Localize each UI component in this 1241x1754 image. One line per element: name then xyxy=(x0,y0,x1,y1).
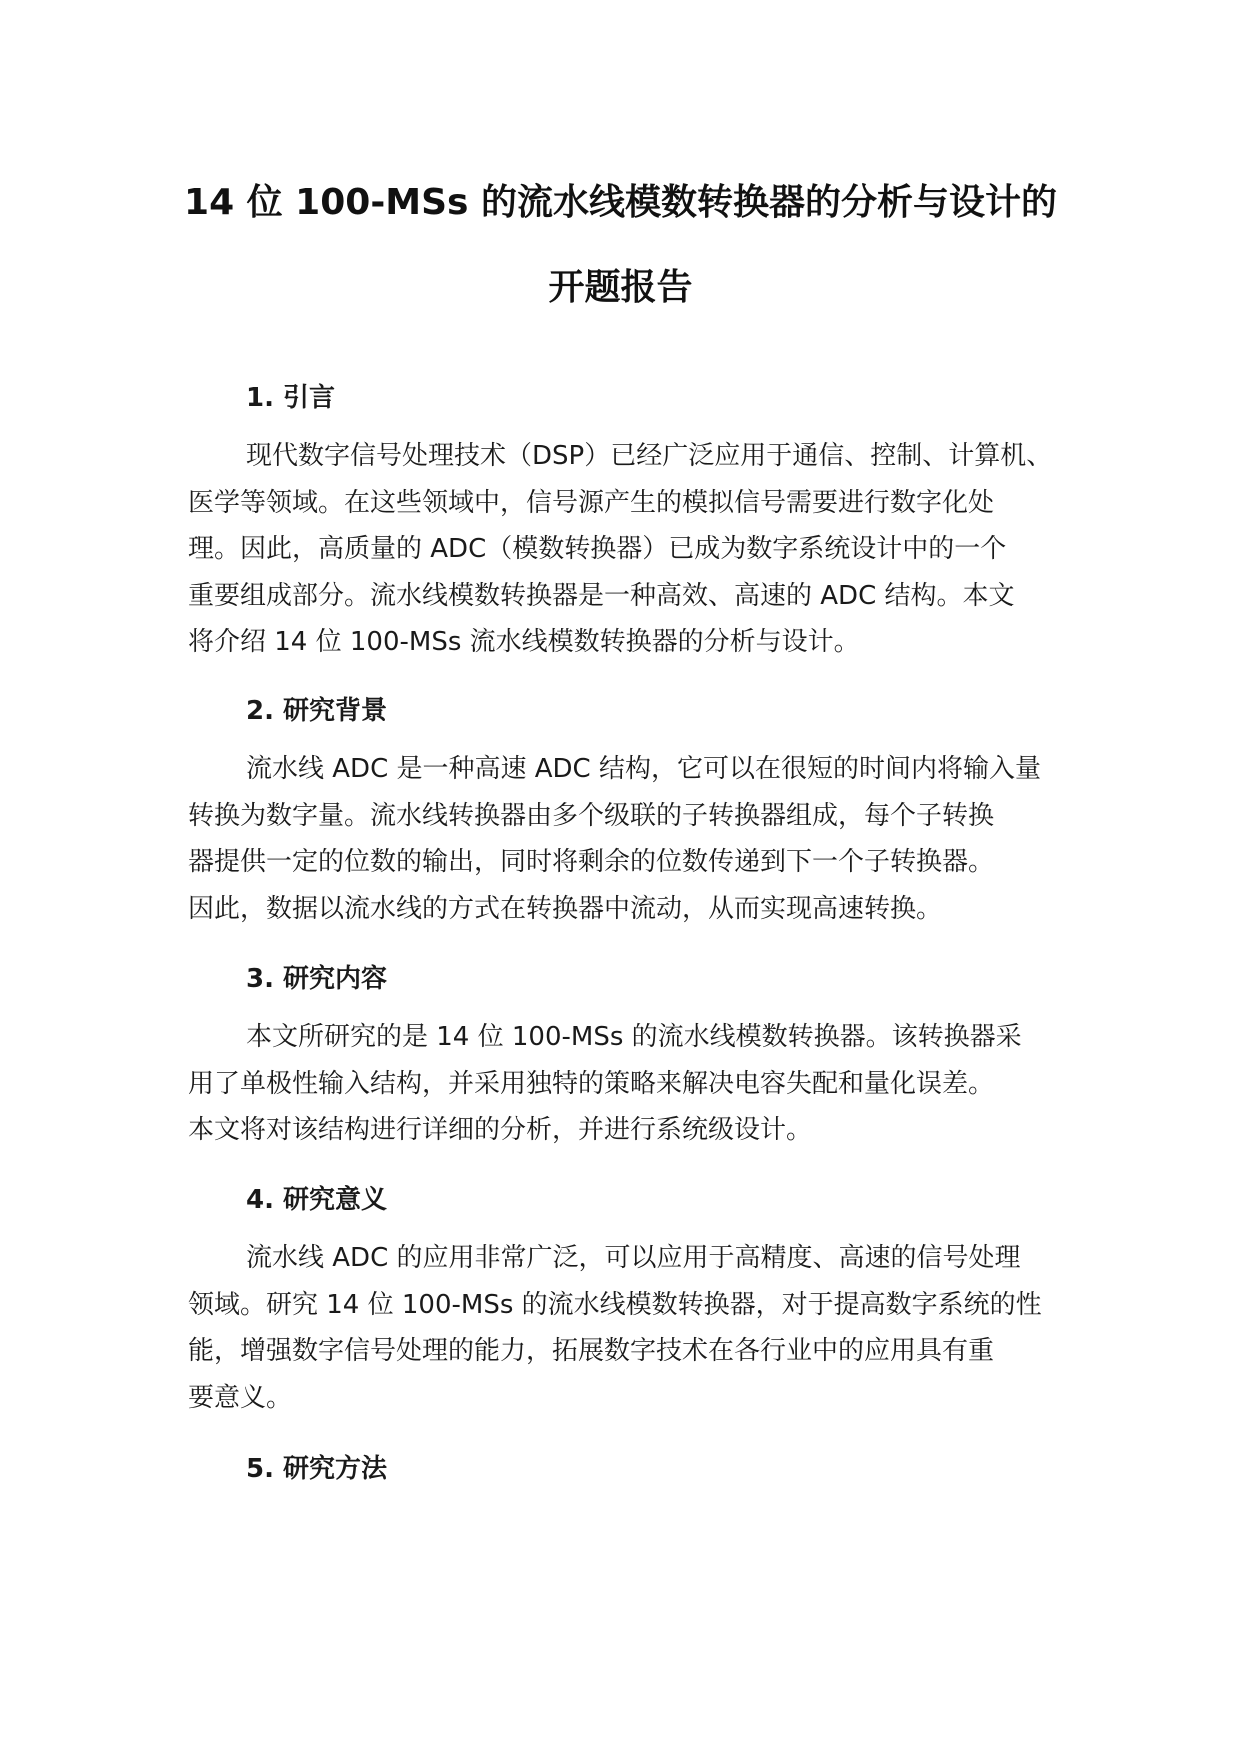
paragraph-line: 理。因此，高质量的 ADC（模数转换器）已成为数字系统设计中的一个 xyxy=(188,534,1007,564)
paragraph-line: 现代数字信号处理技术（DSP）已经广泛应用于通信、控制、计算机、 xyxy=(246,441,1053,471)
section-paragraph-content xyxy=(188,1014,1068,1154)
paragraph-line: 领域。研究 14 位 100-MSs 的流水线模数转换器，对于提高数字系统的性 xyxy=(188,1289,1042,1320)
document-title-line-1: 14 位 100-MSs 的流水线模数转换器的分析与设计的 xyxy=(184,182,1057,223)
section-heading-content: 3. 研究内容 xyxy=(246,964,388,994)
paragraph-line: 转换为数字量。流水线转换器由多个级联的子转换器组成，每个子转换 xyxy=(188,800,995,831)
paragraph-line: 用了单极性输入结构，并采用独特的策略来解决电容失配和量化误差。 xyxy=(188,1068,995,1099)
paragraph-line: 本文所研究的是 14 位 100-MSs 的流水线模数转换器。该转换器采 xyxy=(246,1022,1022,1052)
section-heading-introduction: 1. 引言 xyxy=(246,383,336,413)
section-paragraph-significance xyxy=(188,1235,1068,1421)
section-paragraph-background xyxy=(188,746,1068,932)
section-heading-methods: 5. 研究方法 xyxy=(246,1454,388,1484)
paragraph-line: 流水线 ADC 的应用非常广泛，可以应用于高精度、高速的信号处理 xyxy=(246,1243,1021,1273)
paragraph-line: 能，增强数字信号处理的能力，拓展数字技术在各行业中的应用具有重 xyxy=(188,1336,995,1366)
paragraph-line: 本文将对该结构进行详细的分析，并进行系统级设计。 xyxy=(188,1115,813,1145)
paragraph-line: 医学等领域。在这些领域中，信号源产生的模拟信号需要进行数字化处 xyxy=(188,487,995,518)
paragraph-line: 器提供一定的位数的输出，同时将剩余的位数传递到下一个子转换器。 xyxy=(188,847,995,877)
paragraph-line: 因此，数据以流水线的方式在转换器中流动，从而实现高速转换。 xyxy=(188,893,943,924)
paragraph-line: 重要组成部分。流水线模数转换器是一种高效、高速的 ADC 结构。本文 xyxy=(188,580,1015,611)
paragraph-line: 将介绍 14 位 100-MSs 流水线模数转换器的分析与设计。 xyxy=(188,627,860,657)
section-heading-background: 2. 研究背景 xyxy=(246,696,388,726)
paragraph-line: 要意义。 xyxy=(188,1382,293,1413)
document-title-line-2: 开题报告 xyxy=(548,267,693,308)
paragraph-line: 流水线 ADC 是一种高速 ADC 结构，它可以在很短的时间内将输入量 xyxy=(246,754,1041,784)
section-heading-significance: 4. 研究意义 xyxy=(246,1185,388,1215)
section-paragraph-introduction xyxy=(188,433,1068,666)
